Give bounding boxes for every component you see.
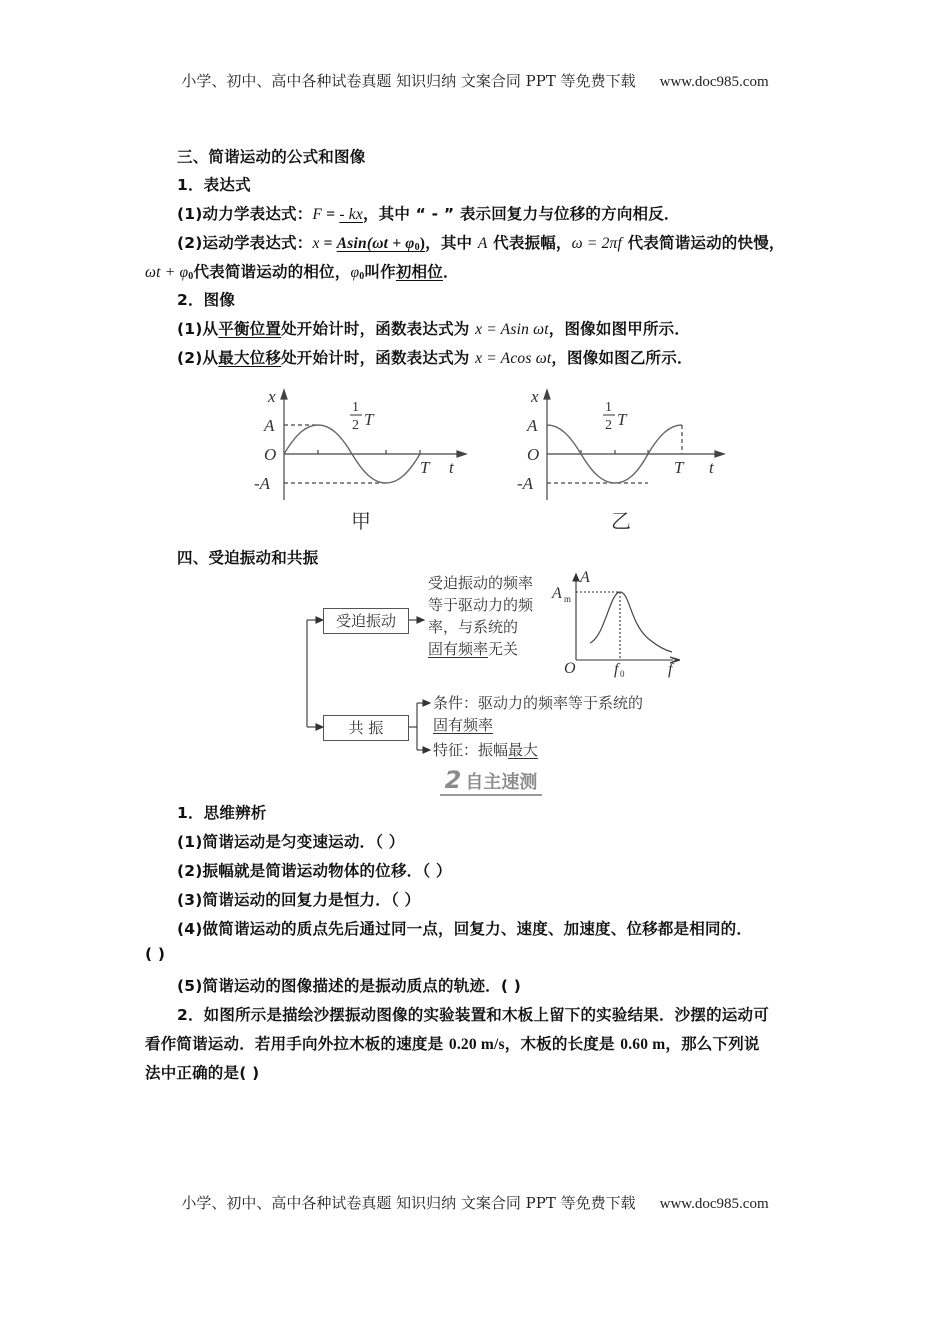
- section3-title: 三、简谐运动的公式和图像: [177, 148, 366, 166]
- self-test-banner: 2 自主速测: [440, 766, 542, 796]
- svg-text:T: T: [364, 410, 374, 429]
- graph-caption-jia: 甲: [351, 509, 371, 532]
- forced-vibration-box: 受迫振动: [323, 608, 409, 634]
- answer-blank-max: 最大: [508, 741, 539, 759]
- answer-blank-kx: - kx: [339, 206, 363, 223]
- image-line-2: (2)从最大位移处开始计时，函数表达式为 x = Acos ωt，图像如图乙所示．: [177, 349, 693, 367]
- svg-text:A: A: [264, 416, 275, 435]
- svg-text:T: T: [617, 410, 627, 429]
- section4-title: 四、受迫振动和共振: [177, 549, 319, 567]
- svg-text:2: 2: [605, 418, 612, 433]
- phase-line: $\omega t + \varphi_0$代表简谐运动的相位，$\varphi_0$叫作初相位．: [145, 263, 459, 282]
- resonance-condition: 条件：驱动力的频率等于系统的 固有频率: [433, 694, 644, 734]
- dynamics-formula-line: (1)动力学表达式：F = - kx，其中 “ - ” 表示回复力与位移的方向相反．: [177, 205, 680, 223]
- forced-vibration-diagram: [305, 570, 680, 762]
- header-text: 小学、初中、高中各种试卷真题 知识归纳 文案合同 PPT 等免费下载: [181, 72, 636, 90]
- svg-text:2: 2: [352, 418, 359, 433]
- image-line-1: (1)从平衡位置处开始计时，函数表达式为 x = Asin ωt，图像如图甲所示．: [177, 320, 691, 338]
- svg-text:1: 1: [352, 400, 359, 415]
- quiz-item-4-blank: ( ): [145, 945, 166, 963]
- svg-text:t: t: [449, 458, 454, 477]
- svg-text:T: T: [674, 458, 684, 477]
- quiz-sub1: 1．思维辨析: [177, 804, 267, 822]
- graph-caption-yi: 乙: [611, 509, 631, 532]
- question2-line3: 法中正确的是( ): [145, 1064, 260, 1082]
- answer-blank-asin: $Asin(\omega t + \varphi_0)$: [336, 235, 426, 253]
- svg-text:x: x: [268, 387, 276, 406]
- resonance-feature: 特征：振幅最大: [433, 741, 539, 759]
- svg-text:1: 1: [605, 400, 612, 415]
- kinematics-formula-line: (2)运动学表达式：$x = Asin(\omega t + \varphi_0)$，其中 A 代表振幅，ω = 2πf 代表简谐运动的快慢，: [177, 234, 785, 253]
- quiz-item-5: (5)简谐运动的图像描述的是振动质点的轨迹．( ): [177, 977, 522, 995]
- quiz-item-1: (1)简谐运动是匀变速运动．（ ）: [177, 833, 405, 851]
- section3-sub2: 2．图像: [177, 291, 236, 309]
- svg-text:O: O: [264, 445, 277, 464]
- svg-text:O: O: [527, 445, 540, 464]
- svg-text:x: x: [531, 387, 539, 406]
- page-header: [0, 70, 950, 91]
- svg-text:t: t: [709, 458, 714, 477]
- cosine-graph-yi: [510, 382, 740, 532]
- answer-blank-equilibrium: 平衡位置: [218, 320, 282, 338]
- resonance-box: 共 振: [323, 715, 409, 741]
- answer-blank-natural-frequency: 固有频率: [428, 640, 489, 658]
- svg-text:f: f: [668, 661, 673, 678]
- answer-blank-max-displacement: 最大位移: [218, 349, 282, 367]
- forced-vibration-description: 受迫振动的频率 等于驱动力的频 率，与系统的 固有频率无关: [428, 574, 534, 658]
- svg-text:-A: -A: [254, 474, 271, 493]
- question2-line1: 2．如图所示是描绘沙摆振动图像的实验装置和木板上留下的实验结果．沙摆的运动可: [177, 1006, 769, 1024]
- svg-text:f: f: [614, 661, 619, 678]
- svg-text:m: m: [564, 594, 572, 604]
- svg-text:0: 0: [620, 669, 625, 679]
- quiz-item-3: (3)简谐运动的回复力是恒力．（ ）: [177, 891, 421, 909]
- svg-text:-A: -A: [517, 474, 534, 493]
- header-url[interactable]: www.doc985.com: [659, 74, 769, 90]
- answer-blank-initial-phase: 初相位: [395, 263, 443, 281]
- footer-url[interactable]: www.doc985.com: [659, 1196, 769, 1212]
- svg-text:A: A: [552, 585, 562, 602]
- section3-sub1: 1．表达式: [177, 176, 251, 194]
- svg-text:O: O: [564, 660, 576, 677]
- page-footer: [0, 1192, 950, 1213]
- svg-text:A: A: [580, 570, 590, 586]
- svg-text:A: A: [527, 416, 538, 435]
- quiz-item-2: (2)振幅就是简谐运动物体的位移．（ ）: [177, 862, 452, 880]
- svg-text:T: T: [420, 458, 430, 477]
- footer-text: 小学、初中、高中各种试卷真题 知识归纳 文案合同 PPT 等免费下载: [181, 1194, 636, 1212]
- question2-line2: 看作简谐运动．若用手向外拉木板的速度是 0.20 m/s，木板的长度是 0.60 m，那么下列说: [145, 1035, 760, 1053]
- answer-blank-natural-frequency-2: 固有频率: [433, 716, 494, 734]
- quiz-item-4: (4)做简谐运动的质点先后通过同一点，回复力、速度、加速度、位移都是相同的．: [177, 920, 753, 938]
- sine-graph-jia: [250, 382, 480, 532]
